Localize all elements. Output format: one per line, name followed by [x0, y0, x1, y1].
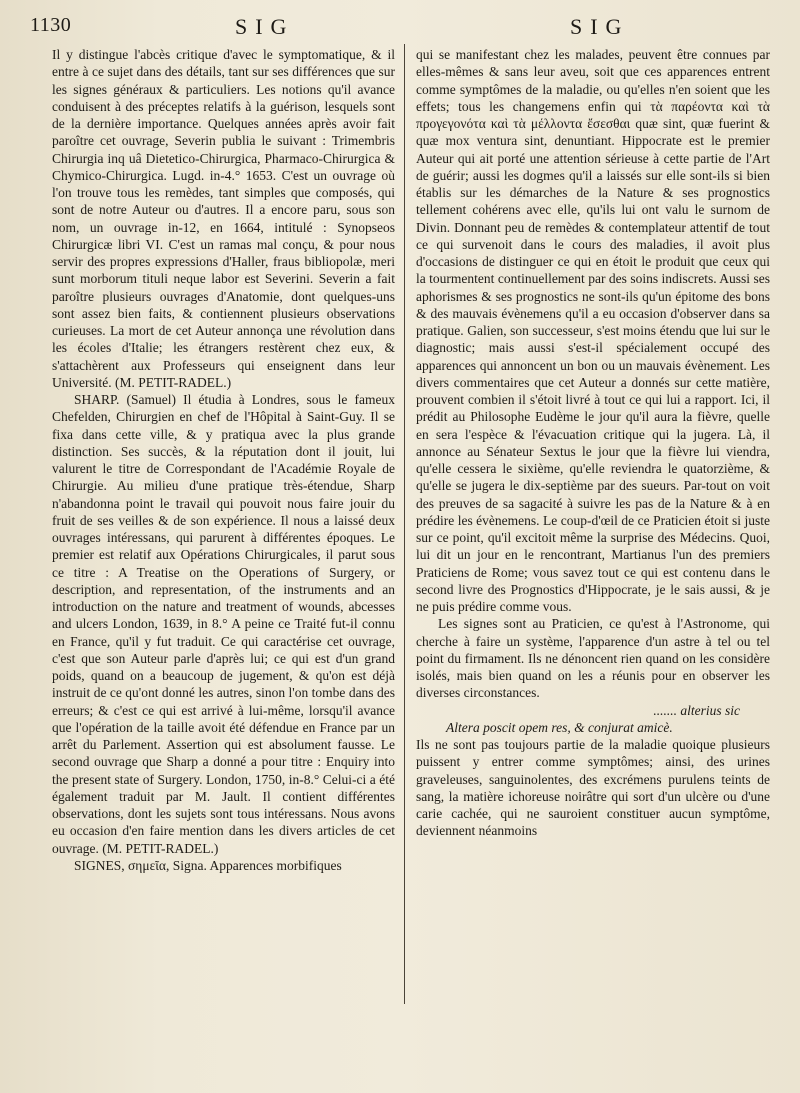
verse-line-2: Altera poscit opem res, & conjurat amicè. [446, 719, 673, 735]
column-divider [404, 44, 405, 1004]
running-head-left: SIG [235, 14, 295, 39]
running-head-right: SIG [570, 14, 630, 39]
paragraph-astronome: Les signes sont au Praticien, ce qu'est à l'Astronome, qui cherche à faire un système, l'apparence d'un astre à tel ou tel point du firmament. Ils ne dénoncent rien quand on les considère isolés, mais bien quand on les a réunis pour en observer les diverses circonstances. [416, 616, 770, 701]
paragraph-severin-end: Il y distingue l'abcès critique d'avec le symptomatique, & il entre à ce sujet dans des détails, tant sur ses différences que sur les signes généraux & particuliers. Les notions qu'il avance conduisent à des préceptes relatifs à la guérison, lesquels sont de la dernière importance. Quelques années après avoir fait paroître cet ouvrage, Severin publia le suivant : Trimembris Chirurgia inq uâ Dietetico-Chirurgica, Pharmaco-Chirurgica & Chymico-Chirurgica. Lugd. in-4.° 1653. C'est un ouvrage où l'on trouve tous les remèdes, tant simples que composés, qui sont de notre Auteur ou d'autres. Il a encore paru, sous son nom, un ouvrage in-12, en 1664, intitulé : Synopseos Chirurgicæ libri VI. C'est un ramas mal conçu, & pour nous servir des propres expressions d'Haller, fraus bibliopolæ, meri sunt morborum tituli neque labor est Severini. Severin a fait paroître plusieurs ouvrages d'Anatomie, dont quelques-uns sont assez bien faits, & contiennent plusieurs observations curieuses. La mort de cet Auteur annonça une révolution dans les écoles d'Italie; les étrangers restèrent chez eux, & s'attachèrent aux Professeurs qui enseignent dans leur Université. (M. PETIT-RADEL.) [52, 47, 395, 390]
verse-line-1: ....... alterius sic [653, 702, 740, 718]
paragraph-signes-start: SIGNES, σημεῖα, Signa. Apparences morbifiques [74, 857, 342, 873]
page-number: 1130 [30, 14, 72, 36]
page-header [30, 8, 782, 44]
paragraph-symptomes: Ils ne sont pas toujours partie de la maladie quoique plusieurs puissent y entrer comme symptômes; ainsi, des urines graveleuses, sanguinolentes, des excrémens purulens teints de sang, la matière ichoreuse noirâtre qui sort d'un ulcère ou d'une carie cachée, qui ne sauroient constituer aucun symptôme, deviennent néanmoins [416, 737, 770, 839]
paragraph-signes-continued: qui se manifestant chez les malades, peuvent être connues par elles-mêmes & sans leur aveu, soit que ces apparences entrent comme symptômes de la maladie, ou qu'elles n'en soient que les effets; tous les changemens enfin qui τὰ παρέοντα καὶ τὰ προγεγονότα καὶ τὰ μέλλοντα ἔσεσθαι quæ sint, quæ fuerint & quæ mox ventura sint, denuntiant. Hippocrate est le premier Auteur qui ait porté une attention sérieuse à cette partie de l'Art de guérir; aussi les dogmes qu'il a laissés sur elle sont-ils si bien établis sur les démarches de la Nature & ses prognostics tellement cohérens avec elle, qu'ils lui ont valu le surnom de Divin. Donnant peu de remèdes & contemplateur attentif de tout ce qui survenoit dans le cours des maladies, il avoit plus d'occasions de distinguer ce qui en étoit le produit que ceux qui la tourmentent continuellement par des soins indiscrets. Aussi ses aphorismes & ses prognostics ne sont-ils qu'un épitome des bons & des mauvais évènemens qu'il a eu occasion d'observer dans sa pratique. Galien, son successeur, s'est moins étendu que lui sur le diagnostic; mais aussi s'est-il spécialement occupé des apparences qui annoncent un bon ou un mauvais évènement. Les divers commentaires que cet Auteur a donnés sur cette matière, prouvent combien il s'étoit livré à tout ce qui lui a rapport. Ici, il prédit au Philosophe Eudème le jour qu'il aura la fièvre, quelle en sera l'espèce & l'évacuation critique qui la jugera. Là, il annonce au Sénateur Sextus le jour que la fièvre lui viendra, qu'elle cessera le sixième, qu'elle reviendra le quatorzième, & qu'elle se jugera le dix-septième par des sueurs. Par-tout on voit des preuves de sa sagacité à suivre les pas de la Nature & à en prédire les évènemens. Le coup-d'œil de ce Praticien étoit si juste sur ce point, qu'il excitoit même la surprise des Médecins. Quoi, lui dit un jour en le rencontrant, Martianus l'un des premiers Praticiens de Rome; vous savez tout ce qui est contenu dans le second livre des Prognostics d'Hippocrate, je le sais aussi, & je ne puis prédire comme vous. [416, 47, 770, 614]
paragraph-sharp: SHARP. (Samuel) Il étudia à Londres, sous le fameux Chefelden, Chirurgien en chef de l'Hôpital à Saint-Guy. Il se fixa dans cette ville, & y pratiqua avec la plus grande distinction. Ses succès, & la réputation dont il jouit, lui valurent le titre de Correspondant de l'Académie Royale de Chirurgie. Au milieu d'une pratique très-étendue, Sharp n'abandonna point le travail qui pouvoit nous faire jouir du fruit de ses veilles & de son expérience. Il nous a laissé deux ouvrages intéressans, qui parurent à différentes époques. Le premier est relatif aux Opérations Chirurgicales, il parut sous ce titre : A Treatise on the Operations of Surgery, or description, and representation, of the instruments and an introduction on the nature and treatment of wounds, abcesses and ulcers London, 1639, in 8.° A peine ce Traité fut-il connu en France, qu'il y fut traduit. Ce qui caractérise cet ouvrage, c'est que son Auteur parle d'après lui; ce qui est d'un grand poids, quand on a beaucoup de jugement, & qu'on est déjà instruit de ce qu'ont donné les autres, sinon l'on tombe dans des erreurs; & c'est ce qui est arrivé à lui-même, lorsqu'il avance que l'opération de la taille avoit été défendue en France par un arrêt du Parlement. Assertion qui est absolument fausse. Le second ouvrage que Sharp a donné a pour titre : Enquiry into the present state of Surgery. London, 1750, in-8.° Celui-ci a été également traduit par M. Jault. Il contient différentes observations, dont les sujets sont tous intéressans. Nous avons eu occasion d'en faire mention dans les divers articles de cet ouvrage. (M. PETIT-RADEL.) [52, 392, 395, 856]
right-column [416, 46, 770, 840]
left-column [52, 46, 395, 874]
